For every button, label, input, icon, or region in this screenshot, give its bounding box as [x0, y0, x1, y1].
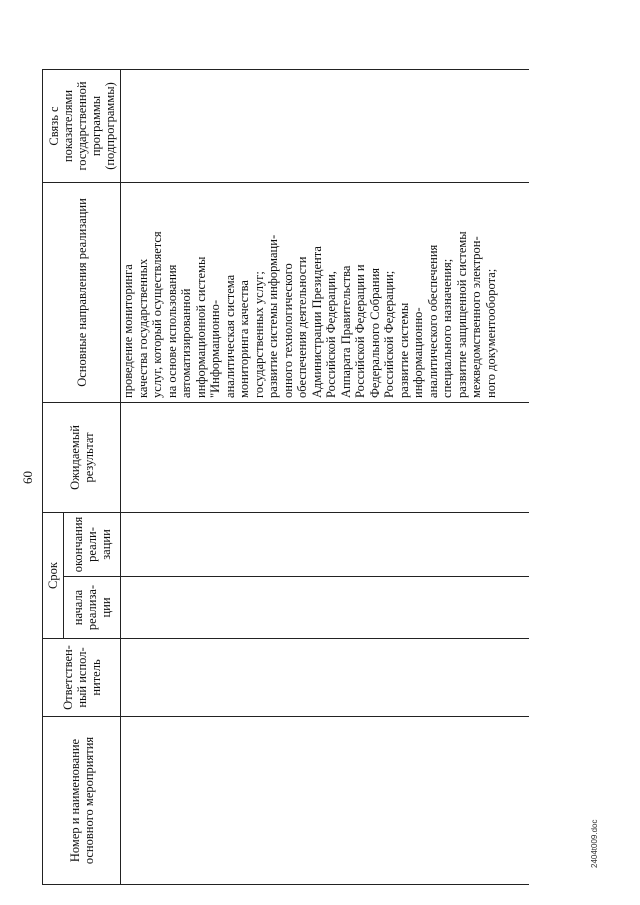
cell-link — [121, 69, 530, 182]
directions-line: информационной системы — [193, 256, 208, 398]
cell-term-start — [121, 577, 530, 639]
header-link: Связь с показателями государственной программы (подпрограммы) — [43, 69, 121, 182]
cell-term-end — [121, 512, 530, 576]
table-row — [121, 69, 530, 884]
header-executor: Ответствен-ный испол-нитель — [43, 639, 121, 717]
document-id: 2404t009.doc — [590, 819, 599, 868]
header-measure: Номер и наименование основного мероприятия — [43, 717, 121, 885]
directions-line: развитие системы информаци- — [266, 234, 280, 398]
directions-line: обеспечения деятельности — [295, 256, 309, 398]
cell-directions — [121, 182, 530, 402]
directions-line: информационно- — [411, 307, 425, 398]
directions-line: ного документооборота; — [483, 268, 498, 398]
program-table — [42, 69, 529, 885]
directions-line: проведение мониторинга — [121, 264, 135, 398]
cell-measure — [121, 717, 530, 885]
directions-line: аналитическая система — [222, 274, 237, 398]
directions-line: Федерального Собрания — [367, 267, 382, 398]
directions-line: развитие системы — [396, 302, 411, 398]
directions-line: на основе использования — [164, 264, 179, 398]
directions-line: "Информационно- — [208, 299, 222, 398]
directions-line: аналитического обеспечения — [425, 244, 440, 398]
directions-line: развитие защищенной системы — [454, 231, 469, 398]
directions-line: специального назначения; — [440, 258, 454, 398]
header-row — [43, 69, 64, 884]
header-term-start: начала реализа-ции — [64, 577, 121, 639]
cell-expected-result — [121, 402, 530, 512]
header-term-end: окончания реали-зации — [64, 512, 121, 576]
directions-line: межведомственного электрон- — [469, 236, 483, 398]
directions-line: качества государственных — [135, 258, 150, 398]
directions-line: Российской Федерации и — [353, 264, 367, 398]
directions-line: онного технологического — [280, 263, 295, 398]
directions-line: услуг, который осуществляется — [150, 231, 164, 398]
directions-line: Российской Федерации, — [324, 271, 338, 398]
directions-line: Российской Федерации; — [382, 270, 396, 398]
page-number: 60 — [20, 471, 35, 484]
cell-executor — [121, 639, 530, 717]
rotated-content — [22, 70, 562, 885]
directions-line: государственных услуг; — [251, 271, 266, 398]
directions-line: Аппарата Правительства — [338, 265, 353, 398]
header-term: Срок — [43, 512, 64, 638]
header-expected-result: Ожидаемый результат — [43, 402, 121, 512]
directions-line: автоматизированной — [179, 288, 193, 398]
header-directions: Основные направления реализации — [43, 182, 121, 402]
directions-line: Администрации Президента — [309, 246, 324, 398]
directions-line: мониторинга качества — [237, 280, 251, 398]
